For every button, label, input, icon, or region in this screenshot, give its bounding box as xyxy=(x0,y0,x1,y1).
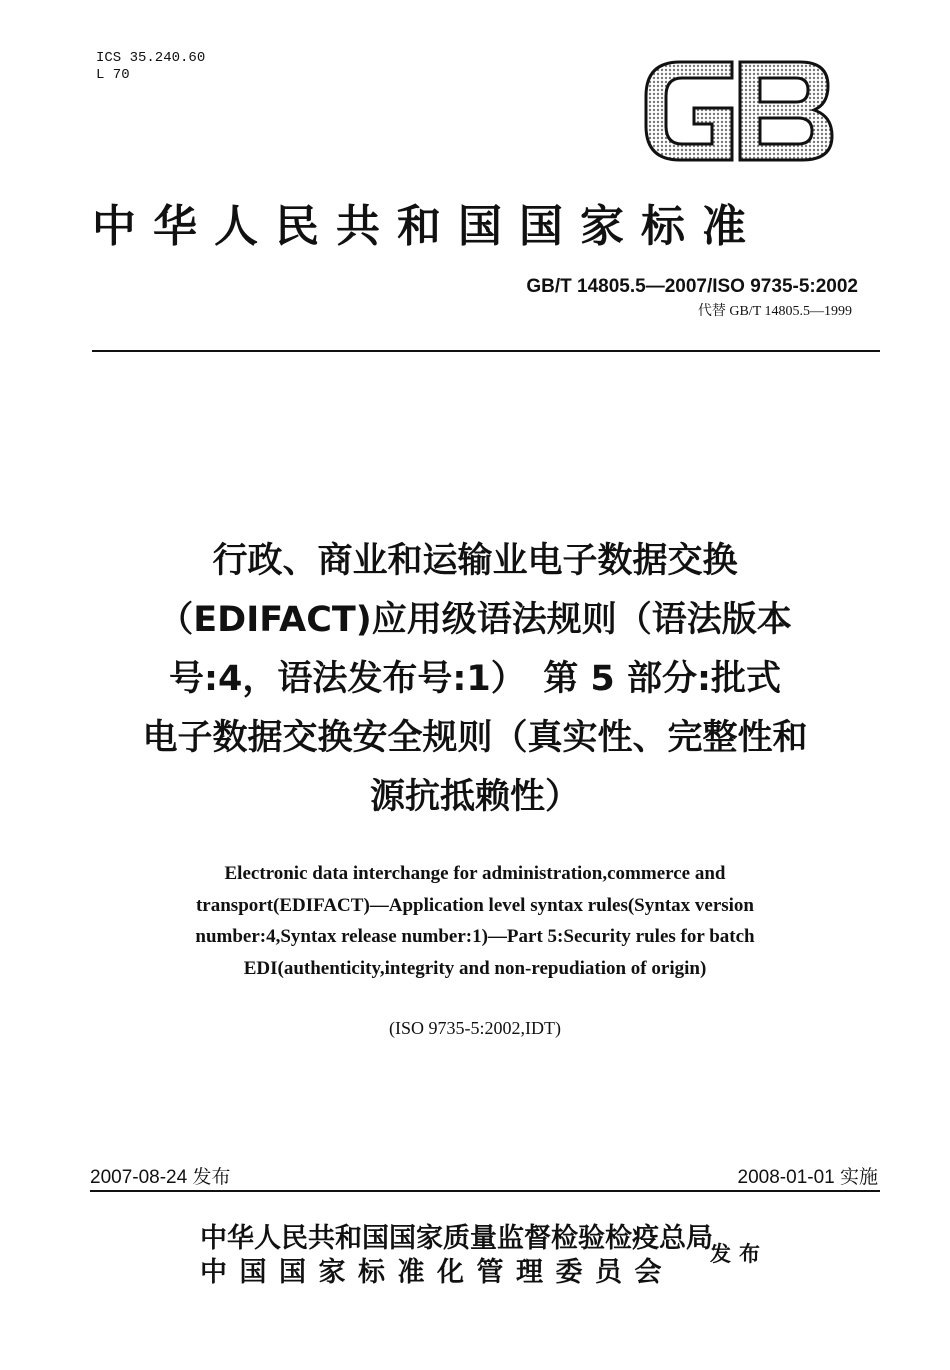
issuer-line: 中华人民共和国国家质量监督检验检疫总局 xyxy=(200,1223,713,1254)
english-title-line: Electronic data interchange for administration,commerce and xyxy=(224,863,726,884)
issue-label: 发布 xyxy=(710,1241,768,1266)
national-standard-title: 中华人民共和国国家标准 xyxy=(92,201,763,252)
english-title-line: EDI(authenticity,integrity and non-repudiation of origin) xyxy=(243,957,707,979)
issuer-line: 中国国家标准化管理委员会 xyxy=(200,1257,674,1288)
gb-logo xyxy=(640,60,836,164)
issuing-authorities xyxy=(200,1222,713,1290)
publish-date: 2007-08-24 发布 xyxy=(90,1167,231,1188)
footer-divider xyxy=(90,1190,880,1192)
ccs-code: L 70 xyxy=(96,67,130,83)
english-title-line: transport(EDIFACT)—Application level syntax rules(Syntax version xyxy=(195,894,755,916)
chinese-title-line: 行政、商业和运输业电子数据交换 xyxy=(212,541,738,581)
english-title xyxy=(60,858,890,984)
chinese-title-line: （EDIFACT)应用级语法规则（语法版本 xyxy=(158,600,792,640)
ics-code: ICS 35.240.60 xyxy=(96,50,206,66)
iso-reference: (ISO 9735-5:2002,IDT) xyxy=(389,1018,561,1038)
implement-date: 2008-01-01 实施 xyxy=(737,1167,878,1188)
replaces-standard: 代替 GB/T 14805.5—1999 xyxy=(697,304,852,319)
chinese-title-line: 电子数据交换安全规则（真实性、完整性和 xyxy=(142,718,808,758)
english-title-line: number:4,Syntax release number:1)—Part 5:Security rules for batch xyxy=(195,926,755,947)
chinese-title xyxy=(60,532,890,827)
chinese-title-line: 源抗抵赖性） xyxy=(369,777,580,817)
header-divider xyxy=(92,350,880,352)
standard-number: GB/T 14805.5—2007/ISO 9735-5:2002 xyxy=(526,276,858,297)
chinese-title-line: 号:4，语法发布号:1） 第 5 部分:批式 xyxy=(169,659,781,699)
classification-codes xyxy=(96,50,205,84)
